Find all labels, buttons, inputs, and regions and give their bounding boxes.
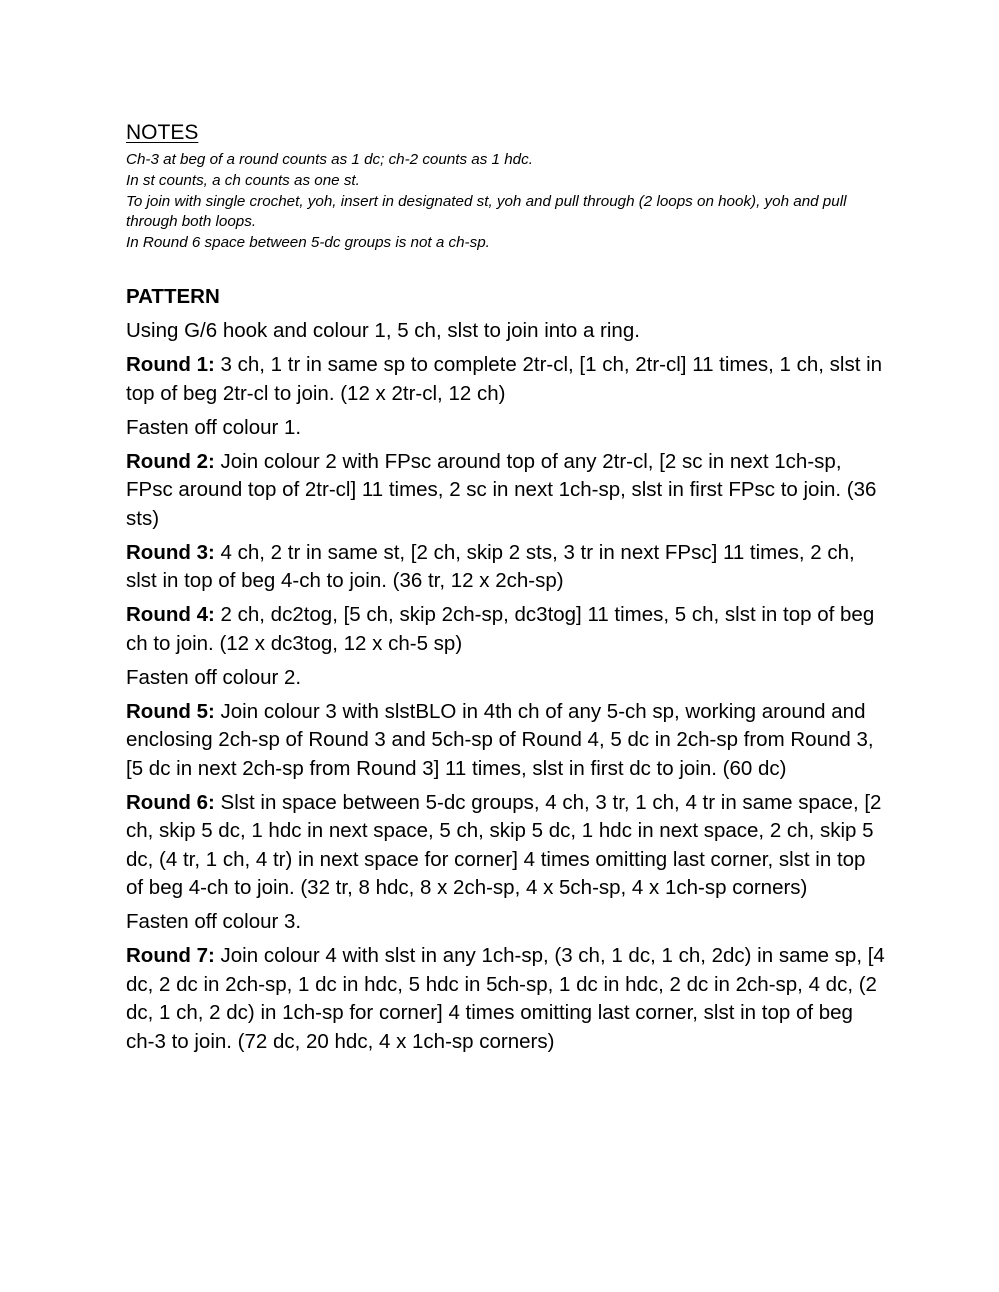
round-3-paragraph: [126, 539, 886, 596]
pattern-heading: PATTERN: [126, 285, 220, 308]
round-6-label: Round 6:: [126, 790, 215, 814]
round-3-label: Round 3:: [126, 540, 215, 564]
notes-list: [126, 150, 886, 254]
round-7-label: Round 7:: [126, 944, 215, 967]
round-2-paragraph: [126, 448, 886, 534]
round-6-paragraph: [126, 789, 886, 903]
round-5-paragraph: [126, 698, 886, 784]
note-line: In st counts, a ch counts as one st.: [126, 171, 360, 189]
round-1-label: Round 1:: [126, 353, 215, 376]
round-1-text: 3 ch, 1 tr in same sp to complete 2tr-cl, [1 ch, 2tr-cl] 11 times, 1 ch, slst in top of beg 2tr-cl to join. (12 x 2tr-cl, 12 ch): [126, 353, 883, 405]
note-line: In Round 6 space between 5-dc groups is not a ch-sp.: [126, 234, 490, 252]
note-line: Ch-3 at beg of a round counts as 1 dc; ch-2 counts as 1 hdc.: [126, 151, 533, 168]
round-5-label: Round 5:: [126, 699, 215, 723]
note-line: To join with single crochet, yoh, insert in designated st, yoh and pull through (2 loops on hook), yoh and pull through both loops.: [126, 192, 847, 231]
fasten-off-colour-2: Fasten off colour 2.: [126, 665, 302, 689]
notes-heading: NOTES: [126, 121, 199, 144]
round-1-paragraph: [126, 351, 886, 408]
round-2-text: Join colour 2 with FPsc around top of any 2tr-cl, [2 sc in next 1ch-sp, FPsc around top of 2tr-cl] 11 times, 2 sc in next 1ch-sp, slst in first FPsc to join. (36 sts): [126, 449, 877, 530]
fasten-off-colour-3: Fasten off colour 3.: [126, 910, 302, 933]
round-4-paragraph: [126, 601, 886, 658]
round-2-label: Round 2:: [126, 449, 215, 473]
round-4-label: Round 4:: [126, 603, 215, 626]
pattern-body: [126, 317, 886, 1062]
round-3-text: 4 ch, 2 tr in same st, [2 ch, skip 2 sts, 3 tr in next FPsc] 11 times, 2 ch, slst in top of beg 4-ch to join. (36 tr, 12 x 2ch-sp): [126, 540, 855, 592]
round-6-text: Slst in space between 5-dc groups, 4 ch, 3 tr, 1 ch, 4 tr in same space, [2 ch, skip 5 dc, 1 hdc in next space, 5 ch, skip 5 dc, 1 hdc in next space, 2 ch, skip 5 dc, (4 tr, 1 ch, 4 tr) in next space for corner] 4 times omitting last corner, slst in top of beg 4-ch to join. (32 tr, 8 hdc, 8 x 2ch-sp, 4 x 5ch-sp, 4 x 1ch-sp corners): [126, 790, 882, 899]
round-7-text: Join colour 4 with slst in any 1ch-sp, (3 ch, 1 dc, 1 ch, 2dc) in same sp, [4 dc, 2 dc in 2ch-sp, 1 dc in hdc, 5 hdc in 5ch-sp, 1 dc in hdc, 2 dc in 2ch-sp, 4 dc, (2 dc, 1 ch, 2 dc) in 1ch-sp for corner] 4 times omitting last corner, slst in top of beg ch-3 to join. (72 dc, 20 hdc, 4 x 1ch-sp corners): [126, 944, 885, 1053]
round-7-paragraph: [126, 942, 886, 1056]
pattern-intro: Using G/6 hook and colour 1, 5 ch, slst to join into a ring.: [126, 319, 640, 342]
round-5-text: Join colour 3 with slstBLO in 4th ch of any 5-ch sp, working around and enclosing 2ch-sp of Round 3 and 5ch-sp of Round 4, 5 dc in 2ch-sp from Round 3, [5 dc in next 2ch-sp from Round 3] 11 times, slst in first dc to join. (60 dc): [126, 699, 874, 780]
fasten-off-colour-1: Fasten off colour 1.: [126, 415, 302, 439]
round-4-text: 2 ch, dc2tog, [5 ch, skip 2ch-sp, dc3tog] 11 times, 5 ch, slst in top of beg ch to join. (12 x dc3tog, 12 x ch-5 sp): [126, 603, 875, 655]
